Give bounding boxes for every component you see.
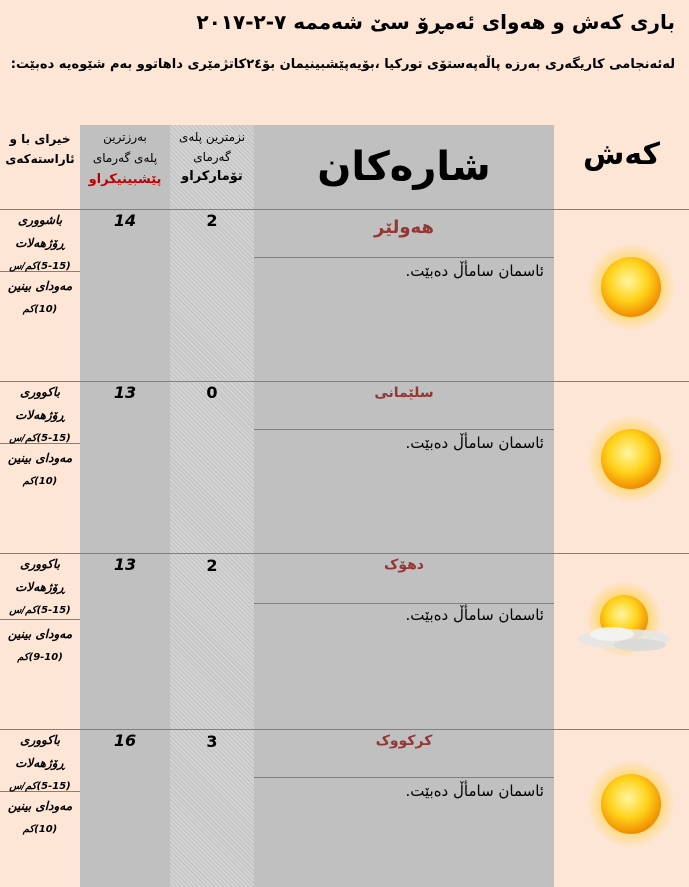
sun-icon — [586, 759, 676, 849]
min-temp-value: 0 — [206, 383, 218, 402]
weather-description: ئاسمان سامأڵ دەبێت. — [405, 606, 544, 624]
min-temp-value: 2 — [206, 556, 218, 575]
visibility-label: مەودای بینین — [7, 451, 73, 465]
visibility-label: مەودای بینین — [7, 799, 73, 813]
visibility-info — [0, 623, 80, 669]
max-header-line3: پێشبینیکراو — [88, 172, 162, 187]
row-divider — [254, 429, 554, 430]
min-temp-value: 3 — [206, 732, 218, 751]
wind-header: خیرای با و ئاراستەکەی — [5, 132, 75, 166]
visibility-value: (9-10)کم — [17, 652, 63, 663]
weather-description: ئاسمان سامأڵ دەبێت. — [405, 782, 544, 800]
row-divider — [254, 603, 554, 604]
row-divider — [254, 257, 554, 258]
max-header-line2: پلەی گەرمای — [92, 151, 158, 165]
min-temp-column — [170, 125, 254, 887]
wind-info — [0, 553, 80, 622]
weather-description: ئاسمان سامأڵ دەبێت. — [405, 434, 544, 452]
city-name: کرکووک — [375, 733, 433, 749]
wind-direction: باکووری ڕۆژهەلات — [15, 557, 65, 594]
wind-direction: باکووری ڕۆژهەلات — [15, 385, 65, 422]
max-temp-value: 13 — [113, 555, 137, 574]
wind-direction: باکووری ڕۆژهەلات — [15, 733, 65, 770]
row-divider — [0, 381, 689, 382]
visibility-value: (10)کم — [22, 824, 58, 835]
min-header-line1: نزمترین پلەی — [178, 130, 246, 144]
max-temp-value: 16 — [113, 731, 137, 750]
max-temp-header — [80, 125, 170, 209]
sun-icon — [586, 414, 676, 504]
sun-icon — [586, 242, 676, 332]
city-name: هەولێر — [374, 217, 434, 238]
max-temp-value: 13 — [113, 383, 137, 402]
wind-speed: (5-15)کم/س — [9, 781, 71, 792]
visibility-label: مەودای بینین — [7, 279, 73, 293]
header-divider — [0, 209, 689, 210]
wind-info — [0, 381, 80, 450]
city-column — [254, 125, 554, 887]
wind-direction: باشووری ڕۆژهەلات — [15, 213, 65, 250]
wind-info — [0, 209, 80, 278]
visibility-info — [0, 795, 80, 841]
city-name: دهۆک — [383, 557, 424, 573]
wind-speed: (5-15)کم/س — [9, 433, 71, 444]
forecast-table — [0, 125, 689, 887]
row-divider — [254, 777, 554, 778]
wind-speed: (5-15)کم/س — [9, 605, 71, 616]
city-header: شارەکان — [317, 144, 491, 190]
visibility-value: (10)کم — [22, 476, 58, 487]
forecast-intro: لەئەنجامی کاریگەری بەرزە پاڵەپەستۆی تورکیا ،بۆیەپێشبینیمان بۆ٢٤کاتژمێری داهاتوو بەم شێوەیە دەبێت: — [10, 57, 675, 72]
max-temp-column — [80, 125, 170, 887]
row-divider — [0, 729, 689, 730]
city-name: سلێمانی — [374, 385, 434, 401]
page-title: باری کەش و هەوای ئەمڕۆ سێ شەممە ٧-٢-٢٠١٧ — [196, 10, 675, 34]
min-header-line2: گەرمای — [193, 150, 231, 164]
min-temp-header — [170, 125, 254, 209]
wind-speed: (5-15)کم/س — [9, 261, 71, 272]
weather-header: کەش — [582, 137, 661, 172]
visibility-value: (10)کم — [22, 304, 58, 315]
visibility-info — [0, 447, 80, 493]
visibility-label: مەودای بینین — [7, 627, 73, 641]
max-header-line1: بەرزترین — [103, 130, 147, 144]
row-divider — [0, 553, 689, 554]
visibility-info — [0, 275, 80, 321]
weather-description: ئاسمان سامأڵ دەبێت. — [405, 262, 544, 280]
min-header-line3: تۆمارکراو — [181, 169, 243, 184]
max-temp-value: 14 — [113, 211, 137, 230]
wind-info — [0, 729, 80, 798]
min-temp-value: 2 — [206, 211, 218, 230]
sun-haze-icon — [572, 579, 676, 669]
